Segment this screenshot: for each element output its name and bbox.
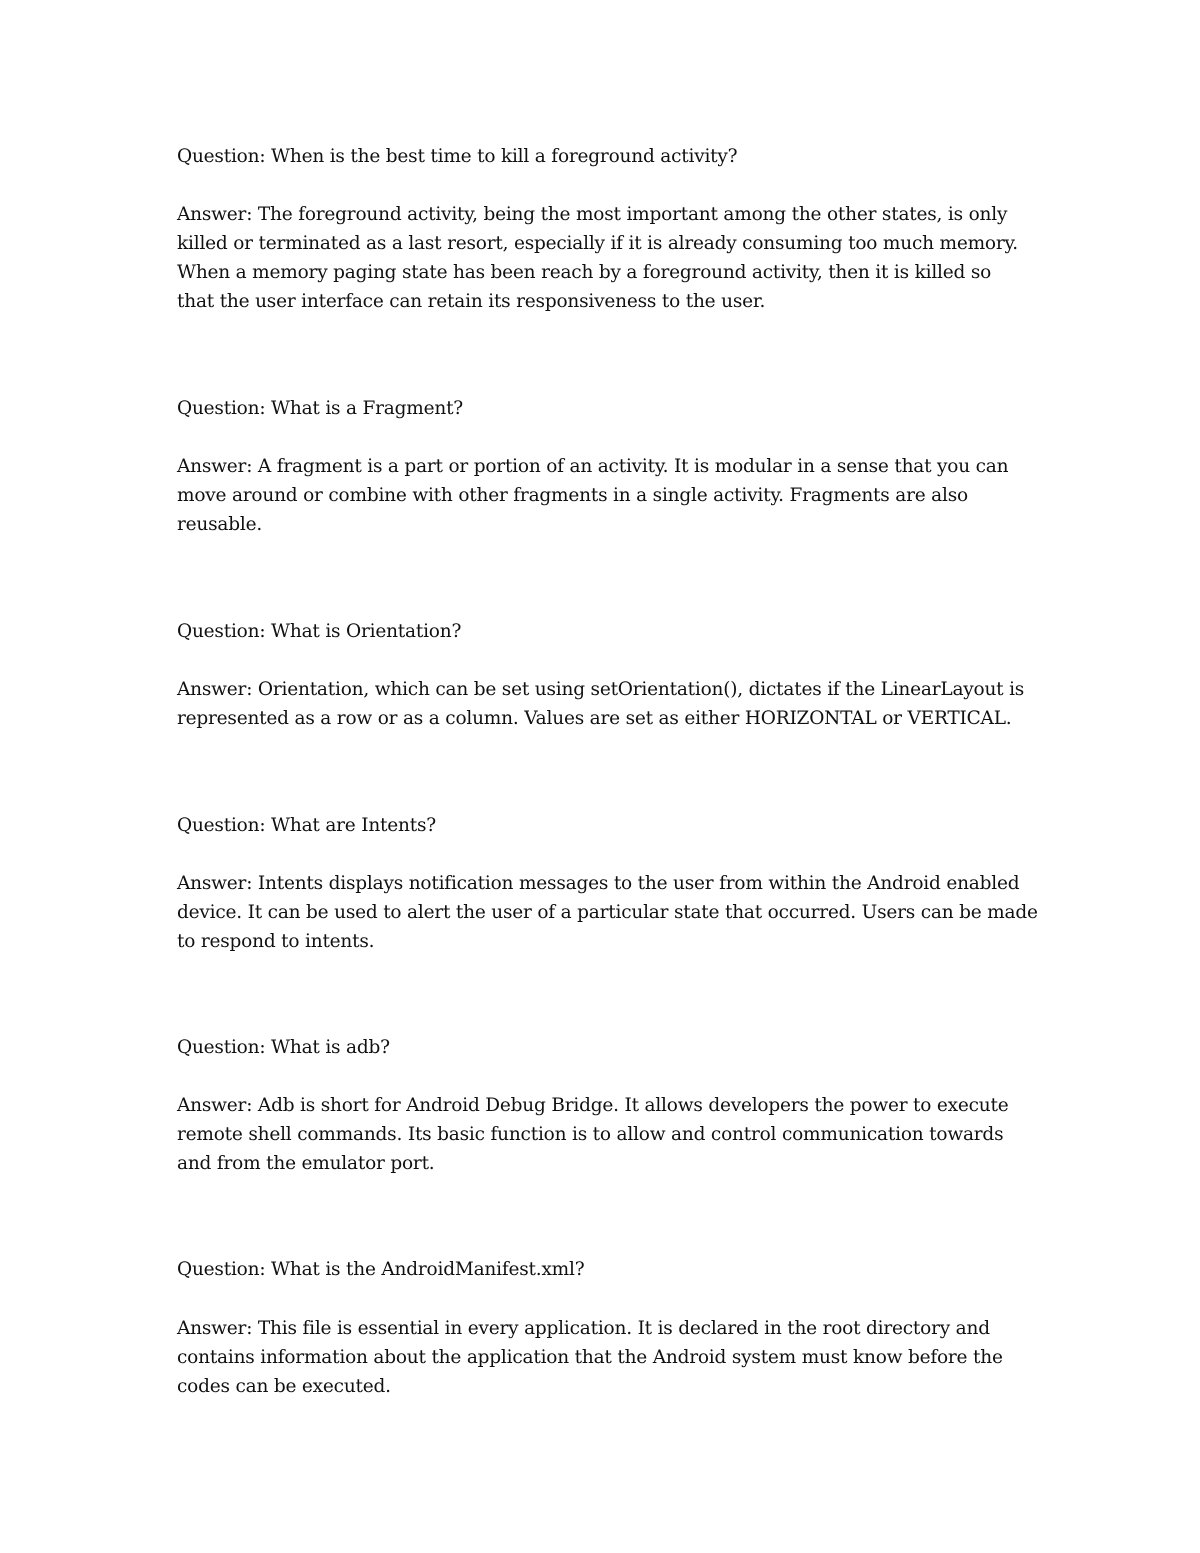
- answer-1-line-4: that the user interface can retain its responsiveness to the user.: [177, 291, 766, 312]
- answer-2-line-1: Answer: A fragment is a part or portion of an activity. It is modular in a sense that you can: [177, 456, 1009, 477]
- question-4: Question: What are Intents?: [177, 815, 436, 836]
- question-6: Question: What is the AndroidManifest.xml?: [177, 1259, 585, 1280]
- answer-4-line-1: Answer: Intents displays notification messages to the user from within the Android enabled: [177, 873, 1020, 894]
- question-2: Question: What is a Fragment?: [177, 398, 464, 419]
- answer-1-line-2: killed or terminated as a last resort, especially if it is already consuming too much memory.: [177, 233, 1018, 254]
- answer-1-line-1: Answer: The foreground activity, being the most important among the other states, is only: [177, 204, 1008, 225]
- answer-5-line-2: remote shell commands. Its basic function is to allow and control communication towards: [177, 1124, 1004, 1145]
- answer-5-line-1: Answer: Adb is short for Android Debug Bridge. It allows developers the power to execute: [177, 1095, 1009, 1116]
- question-5: Question: What is adb?: [177, 1037, 390, 1058]
- answer-2-line-2: move around or combine with other fragments in a single activity. Fragments are also: [177, 485, 968, 506]
- answer-1-line-3: When a memory paging state has been reach by a foreground activity, then it is killed so: [177, 262, 992, 283]
- answer-5-line-3: and from the emulator port.: [177, 1153, 435, 1174]
- answer-6-line-3: codes can be executed.: [177, 1376, 391, 1397]
- answer-6-line-1: Answer: This file is essential in every application. It is declared in the root directory and: [177, 1318, 990, 1339]
- question-1: Question: When is the best time to kill a foreground activity?: [177, 146, 738, 167]
- answer-6-line-2: contains information about the application that the Android system must know before the: [177, 1347, 1003, 1368]
- answer-4-line-2: device. It can be used to alert the user of a particular state that occurred. Users can be made: [177, 902, 1038, 923]
- answer-2-line-3: reusable.: [177, 514, 263, 535]
- answer-3-line-1: Answer: Orientation, which can be set using setOrientation(), dictates if the LinearLayout is: [177, 679, 1025, 700]
- question-3: Question: What is Orientation?: [177, 621, 462, 642]
- answer-4-line-3: to respond to intents.: [177, 931, 375, 952]
- answer-3-line-2: represented as a row or as a column. Values are set as either HORIZONTAL or VERTICAL.: [177, 708, 1012, 729]
